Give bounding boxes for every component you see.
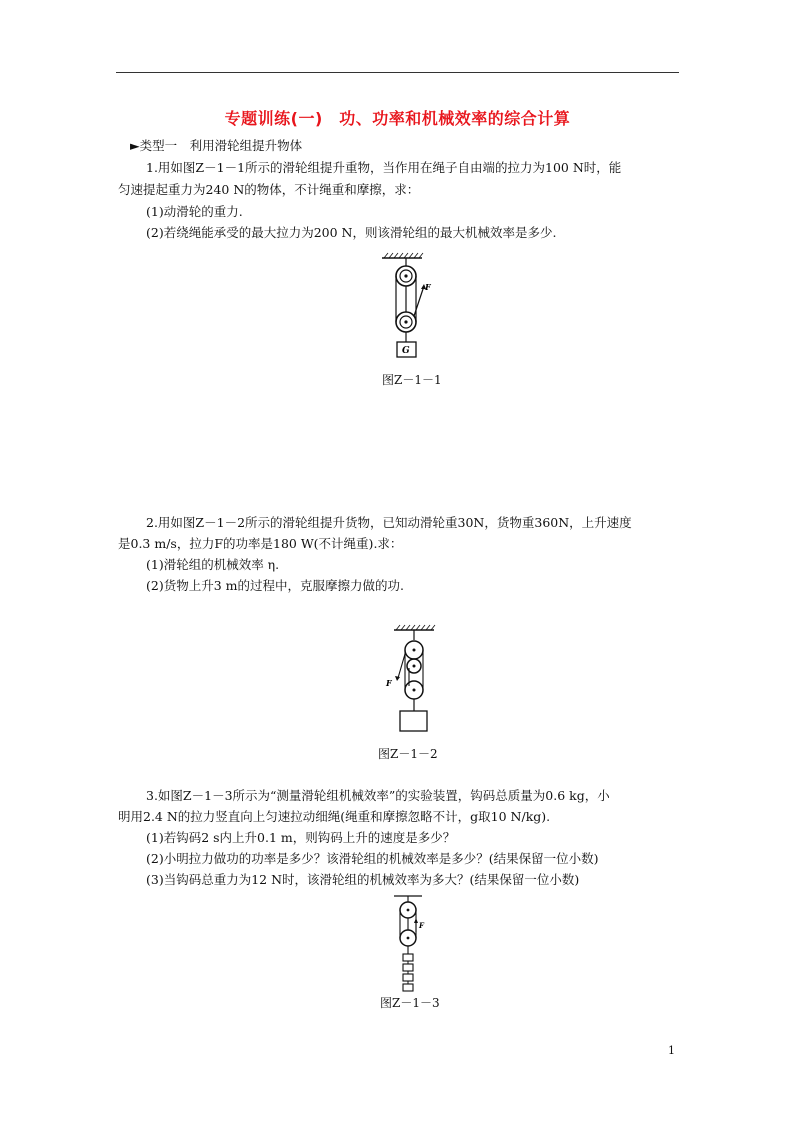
q2-part1: (1)滑轮组的机械效率 η. xyxy=(146,557,280,572)
q3-part3: (3)当钩码总重力为12 N时，该滑轮组的机械效率为多大？(结果保留一位小数) xyxy=(146,872,580,887)
label-f: F xyxy=(425,282,431,292)
q2-part2: (2)货物上升3 m的过程中，克服摩擦力做的功. xyxy=(146,578,404,593)
header-rule xyxy=(116,72,679,73)
q3-line2: 明用2.4 N的拉力竖直向上匀速拉动细绳(绳重和摩擦忽略不计，g取10 N/kg). xyxy=(118,809,551,824)
page-number: 1 xyxy=(668,1044,675,1057)
q2-line2: 是0.3 m/s，拉力F的功率是180 W(不计绳重).求： xyxy=(118,536,403,551)
figure-caption-2: 图Z－1－2 xyxy=(378,747,438,761)
q1-part2: (2)若绕绳能承受的最大拉力为200 N，则该滑轮组的最大机械效率是多少. xyxy=(146,225,557,240)
q1-line1: 1.用如图Z－1－1所示的滑轮组提升重物，当作用在绳子自由端的拉力为100 N时，能 xyxy=(146,160,622,175)
page-title: 专题训练(一) 功、功率和机械效率的综合计算 xyxy=(224,109,571,128)
q3-part2: (2)小明拉力做功的功率是多少？该滑轮组的机械效率是多少？(结果保留一位小数) xyxy=(146,851,599,866)
label-g: G xyxy=(402,346,410,356)
figure-z-1-2 xyxy=(384,624,440,736)
q1-line2: 匀速提起重力为240 N的物体，不计绳重和摩擦，求： xyxy=(118,182,420,197)
q3-part1: (1)若钩码2 s内上升0.1 m，则钩码上升的速度是多少？ xyxy=(146,830,456,845)
figure-caption-1: 图Z－1－1 xyxy=(382,373,442,387)
section-heading: ►类型一 利用滑轮组提升物体 xyxy=(130,138,303,153)
q3-line1: 3.如图Z－1－3所示为“测量滑轮组机械效率”的实验装置，钩码总质量为0.6 kg，小 xyxy=(146,788,610,803)
label-f: F xyxy=(386,678,392,688)
q2-line1: 2.用如图Z－1－2所示的滑轮组提升货物，已知动滑轮重30N，货物重360N，上升速度 xyxy=(146,515,632,530)
figure-z-1-1 xyxy=(378,252,442,360)
figure-z-1-3 xyxy=(390,892,430,994)
q1-part1: (1)动滑轮的重力. xyxy=(146,204,243,219)
label-f: F xyxy=(419,921,424,930)
figure-caption-3: 图Z－1－3 xyxy=(380,996,440,1010)
